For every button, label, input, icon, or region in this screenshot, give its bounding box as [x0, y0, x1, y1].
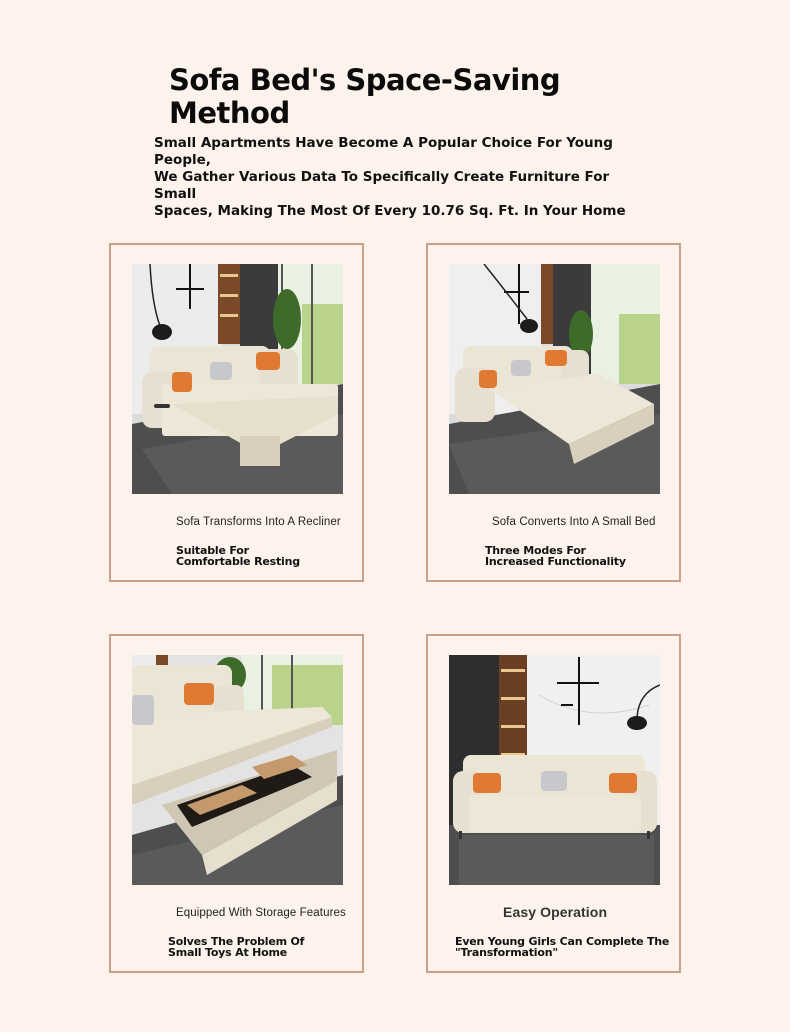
card-description [455, 936, 675, 958]
desc-line-1: Solves The Problem Of [168, 935, 305, 948]
desc-line-1: Even Young Girls Can Complete The [455, 935, 670, 948]
feature-card-recliner [109, 243, 364, 582]
card-caption: Equipped With Storage Features [176, 907, 346, 919]
feature-card-small-bed [426, 243, 681, 582]
page-header [0, 0, 790, 219]
card-description [168, 936, 388, 958]
desc-line-2: "Transformation" [455, 946, 558, 959]
card-caption: Sofa Converts Into A Small Bed [492, 516, 656, 528]
title-line-2: Method [169, 96, 290, 130]
card-description [485, 545, 705, 567]
subtitle-line-1: Small Apartments Have Become A Popular Choice For Young People, [154, 135, 613, 168]
feature-card-storage [109, 634, 364, 973]
desc-line-2: Comfortable Resting [176, 555, 300, 568]
card-caption: Easy Operation [503, 904, 608, 920]
title-line-1: Sofa Bed's Space-Saving [169, 63, 561, 97]
sofa-recliner-photo [132, 264, 343, 494]
sofa-storage-photo [132, 655, 343, 885]
page-subtitle [154, 135, 654, 220]
desc-line-1: Three Modes For [485, 544, 586, 557]
sofa-upright-photo [449, 655, 660, 885]
page-title [169, 64, 609, 130]
card-description [176, 545, 396, 567]
subtitle-line-3: Spaces, Making The Most Of Every 10.76 Sq. Ft. In Your Home [154, 203, 626, 219]
desc-line-1: Suitable For [176, 544, 249, 557]
feature-card-easy-operation [426, 634, 681, 973]
card-caption: Sofa Transforms Into A Recliner [176, 516, 341, 528]
desc-line-2: Increased Functionality [485, 555, 626, 568]
subtitle-line-2: We Gather Various Data To Specifically Create Furniture For Small [154, 169, 610, 202]
desc-line-2: Small Toys At Home [168, 946, 288, 959]
sofa-bed-photo [449, 264, 660, 494]
